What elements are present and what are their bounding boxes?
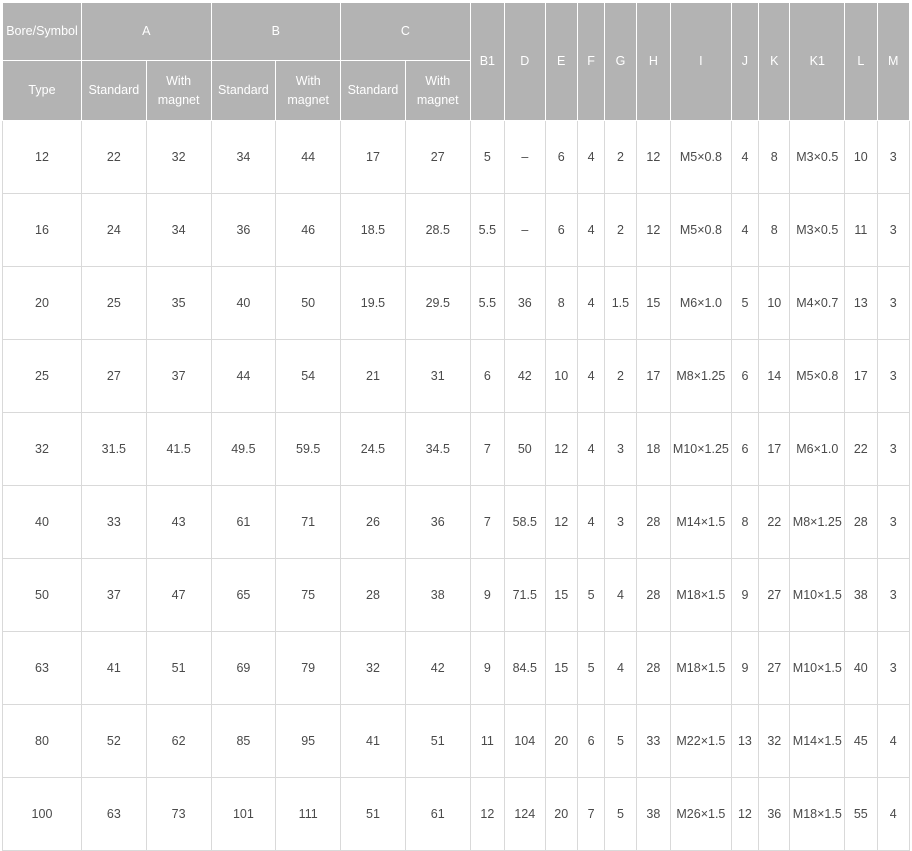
cell-type: 40 [3,486,82,559]
table-cell: M14×1.5 [671,486,732,559]
header-row-groups [3,3,910,61]
table-cell: 28.5 [405,194,470,267]
table-cell: 22 [759,486,790,559]
table-cell: 8 [759,194,790,267]
table-cell: 37 [146,340,211,413]
table-cell: 14 [759,340,790,413]
table-cell: 7 [470,486,504,559]
cell-type: 25 [3,340,82,413]
table-cell: 55 [845,778,877,851]
table-cell: 28 [636,632,670,705]
table-row [3,413,910,486]
table-cell: 3 [877,632,909,705]
table-cell: 5 [470,121,504,194]
table-cell: 41.5 [146,413,211,486]
table-cell: 79 [276,632,341,705]
header-col-d: D [505,3,545,121]
table-cell: 6 [545,121,577,194]
table-cell: 27 [81,340,146,413]
cell-type: 16 [3,194,82,267]
table-cell: M8×1.25 [790,486,845,559]
table-cell: 10 [545,340,577,413]
header-col-l: L [845,3,877,121]
table-cell: M5×0.8 [790,340,845,413]
table-cell: 4 [877,705,909,778]
table-cell: 27 [405,121,470,194]
table-cell: 3 [877,486,909,559]
table-cell: 84.5 [505,632,545,705]
table-cell: 51 [146,632,211,705]
table-cell: 32 [341,632,406,705]
table-cell: 22 [81,121,146,194]
table-cell: M14×1.5 [790,705,845,778]
cell-type: 50 [3,559,82,632]
table-cell: 28 [341,559,406,632]
table-cell: 37 [81,559,146,632]
table-cell: 7 [470,413,504,486]
header-col-j: J [731,3,758,121]
table-cell: 5 [605,705,636,778]
header-col-k1: K1 [790,3,845,121]
header-c-standard: Standard [341,61,406,121]
table-cell: 36 [505,267,545,340]
cell-type: 12 [3,121,82,194]
table-cell: 3 [877,267,909,340]
table-cell: 73 [146,778,211,851]
table-cell: 17 [341,121,406,194]
table-cell: 10 [759,267,790,340]
table-cell: 18 [636,413,670,486]
table-cell: 1.5 [605,267,636,340]
table-cell: 21 [341,340,406,413]
table-cell: M6×1.0 [671,267,732,340]
table-cell: 24 [81,194,146,267]
table-cell: 34.5 [405,413,470,486]
table-cell: 33 [636,705,670,778]
table-cell: 11 [845,194,877,267]
table-cell: 15 [545,632,577,705]
table-cell: 13 [845,267,877,340]
table-cell: 5.5 [470,194,504,267]
table-cell: 27 [759,632,790,705]
table-cell: M6×1.0 [790,413,845,486]
table-cell: 69 [211,632,276,705]
table-row [3,632,910,705]
table-header [3,3,910,121]
header-b-with-magnet: With magnet [276,61,341,121]
table-cell: 4 [577,194,604,267]
table-cell: 4 [577,340,604,413]
table-cell: 95 [276,705,341,778]
table-cell: 33 [81,486,146,559]
table-cell: 124 [505,778,545,851]
table-cell: 3 [877,194,909,267]
table-cell: 20 [545,778,577,851]
header-col-b1: B1 [470,3,504,121]
table-cell: M10×1.5 [790,632,845,705]
table-cell: 3 [877,559,909,632]
table-cell: 13 [731,705,758,778]
table-cell: 28 [636,559,670,632]
table-cell: 12 [545,413,577,486]
table-cell: M5×0.8 [671,121,732,194]
header-type: Type [3,61,82,121]
table-cell: 31.5 [81,413,146,486]
table-cell: – [505,121,545,194]
table-cell: 4 [577,267,604,340]
table-row [3,486,910,559]
header-col-m: M [877,3,909,121]
table-cell: 15 [636,267,670,340]
table-cell: 3 [605,486,636,559]
table-row [3,778,910,851]
table-cell: 4 [605,559,636,632]
table-cell: M18×1.5 [790,778,845,851]
header-a-standard: Standard [81,61,146,121]
table-cell: 5.5 [470,267,504,340]
table-cell: 20 [545,705,577,778]
table-cell: 36 [759,778,790,851]
table-cell: 9 [731,559,758,632]
table-cell: 40 [845,632,877,705]
table-cell: 52 [81,705,146,778]
table-cell: 63 [81,778,146,851]
table-cell: 6 [731,340,758,413]
header-col-k: K [759,3,790,121]
table-cell: M4×0.7 [790,267,845,340]
cell-type: 32 [3,413,82,486]
table-cell: 10 [845,121,877,194]
table-cell: 3 [877,340,909,413]
table-cell: 85 [211,705,276,778]
table-cell: 4 [877,778,909,851]
table-cell: 38 [845,559,877,632]
table-cell: 7 [577,778,604,851]
table-cell: 32 [759,705,790,778]
table-cell: 8 [759,121,790,194]
table-cell: 26 [341,486,406,559]
table-body [3,121,910,851]
table-cell: 3 [605,413,636,486]
table-cell: 2 [605,121,636,194]
table-cell: 5 [577,559,604,632]
table-cell: 25 [81,267,146,340]
table-cell: 51 [341,778,406,851]
table-cell: 41 [341,705,406,778]
table-cell: 44 [276,121,341,194]
table-cell: 12 [731,778,758,851]
header-col-f: F [577,3,604,121]
table-cell: 75 [276,559,341,632]
table-cell: 28 [636,486,670,559]
table-cell: 45 [845,705,877,778]
table-cell: 9 [731,632,758,705]
table-cell: 43 [146,486,211,559]
table-cell: 17 [845,340,877,413]
table-cell: 11 [470,705,504,778]
header-col-i: I [671,3,732,121]
table-cell: 44 [211,340,276,413]
table-cell: 15 [545,559,577,632]
table-cell: 5 [577,632,604,705]
table-cell: 28 [845,486,877,559]
table-cell: 6 [577,705,604,778]
header-col-h: H [636,3,670,121]
table-cell: 54 [276,340,341,413]
table-cell: M3×0.5 [790,194,845,267]
table-cell: 3 [877,413,909,486]
table-cell: 8 [545,267,577,340]
table-cell: 4 [731,194,758,267]
table-cell: M22×1.5 [671,705,732,778]
table-cell: 17 [759,413,790,486]
table-cell: 4 [605,632,636,705]
table-cell: 2 [605,194,636,267]
table-cell: 65 [211,559,276,632]
table-cell: 47 [146,559,211,632]
header-a-with-magnet: With magnet [146,61,211,121]
table-cell: M18×1.5 [671,559,732,632]
header-b-standard: Standard [211,61,276,121]
table-cell: 61 [211,486,276,559]
table-cell: 5 [605,778,636,851]
header-col-g: G [605,3,636,121]
table-cell: 34 [146,194,211,267]
cell-type: 100 [3,778,82,851]
table-cell: 101 [211,778,276,851]
table-cell: 40 [211,267,276,340]
table-cell: 35 [146,267,211,340]
cell-type: 80 [3,705,82,778]
table-cell: 4 [577,486,604,559]
table-cell: 58.5 [505,486,545,559]
table-cell: 3 [877,121,909,194]
table-cell: 51 [405,705,470,778]
table-cell: 50 [505,413,545,486]
table-cell: 38 [405,559,470,632]
table-cell: 71.5 [505,559,545,632]
table-cell: 32 [146,121,211,194]
table-cell: 9 [470,559,504,632]
table-cell: M26×1.5 [671,778,732,851]
table-cell: 31 [405,340,470,413]
table-cell: 24.5 [341,413,406,486]
table-cell: 2 [605,340,636,413]
table-cell: 6 [470,340,504,413]
table-cell: 36 [405,486,470,559]
cell-type: 63 [3,632,82,705]
table-cell: 12 [636,194,670,267]
header-group-b: B [211,3,341,61]
header-c-with-magnet: With magnet [405,61,470,121]
table-cell: M10×1.5 [790,559,845,632]
table-row [3,705,910,778]
table-cell: 12 [636,121,670,194]
header-group-c: C [341,3,471,61]
table-cell: 4 [731,121,758,194]
table-cell: 111 [276,778,341,851]
table-cell: 41 [81,632,146,705]
table-cell: 8 [731,486,758,559]
table-cell: 27 [759,559,790,632]
table-row [3,267,910,340]
table-cell: 61 [405,778,470,851]
table-cell: 12 [545,486,577,559]
table-cell: M8×1.25 [671,340,732,413]
table-cell: 4 [577,121,604,194]
table-cell: 18.5 [341,194,406,267]
table-row [3,559,910,632]
header-corner-bore-symbol: Bore/Symbol [3,3,82,61]
table-cell: 71 [276,486,341,559]
table-cell: 5 [731,267,758,340]
table-cell: 36 [211,194,276,267]
table-cell: M5×0.8 [671,194,732,267]
table-cell: 104 [505,705,545,778]
header-group-a: A [81,3,211,61]
table-cell: 29.5 [405,267,470,340]
table-cell: 38 [636,778,670,851]
cell-type: 20 [3,267,82,340]
table-cell: 50 [276,267,341,340]
table-cell: 59.5 [276,413,341,486]
table-cell: 19.5 [341,267,406,340]
table-cell: – [505,194,545,267]
table-cell: 49.5 [211,413,276,486]
table-cell: 46 [276,194,341,267]
table-cell: 42 [505,340,545,413]
table-cell: 4 [577,413,604,486]
table-row [3,194,910,267]
table-cell: M3×0.5 [790,121,845,194]
table-cell: M18×1.5 [671,632,732,705]
specification-table [2,2,910,851]
table-cell: 22 [845,413,877,486]
table-cell: 9 [470,632,504,705]
table-row [3,121,910,194]
table-cell: 42 [405,632,470,705]
table-row [3,340,910,413]
table-cell: M10×1.25 [671,413,732,486]
table-cell: 12 [470,778,504,851]
header-col-e: E [545,3,577,121]
table-cell: 6 [545,194,577,267]
table-cell: 34 [211,121,276,194]
table-cell: 17 [636,340,670,413]
table-cell: 6 [731,413,758,486]
table-cell: 62 [146,705,211,778]
